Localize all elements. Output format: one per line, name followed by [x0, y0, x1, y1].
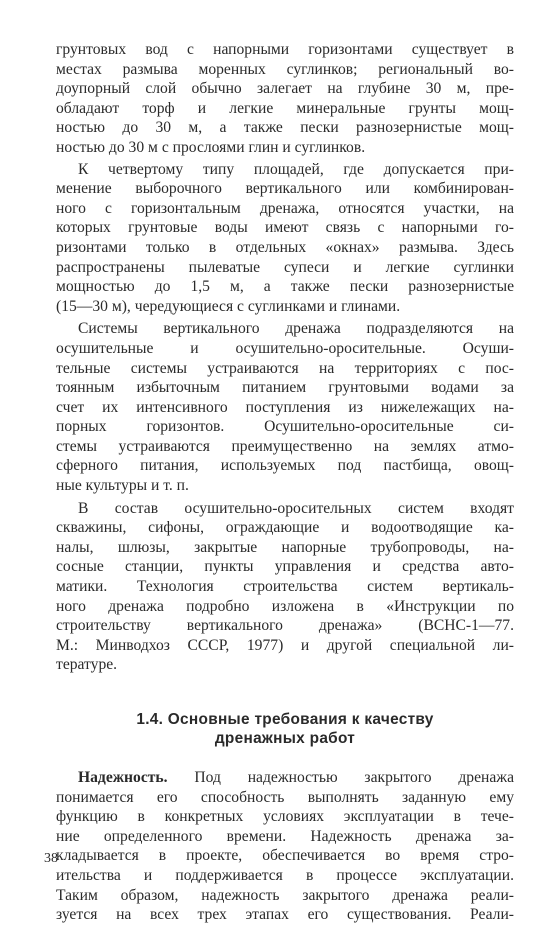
- paragraph-groundwater-continuation: [56, 40, 514, 158]
- text-line: М.: Минводхоз СССР, 1977) и другой специальной ли-: [56, 636, 514, 654]
- text-line: сосные станции, пункты управления и средства авто-: [56, 558, 514, 576]
- text-line: мощностью до 1,5 м, а также пески разнозернистые: [56, 278, 514, 296]
- text-line: ностью до 30 м с прослоями глин и суглинков.: [56, 138, 366, 156]
- text-line: ительства и поддерживается в процессе эксплуатации.: [56, 866, 514, 884]
- text-line: Системы вертикального дренажа подразделяются на: [78, 320, 514, 338]
- text-line: ризонтами только в отдельных «окнах» размыва. Здесь: [56, 238, 514, 256]
- text-line: кладывается в проекте, обеспечивается во время стро-: [56, 847, 514, 865]
- text-line: менение выборочного вертикального или комбинирован-: [56, 180, 514, 198]
- text-line: порных горизонтов. Осушительно-оросительные си-: [56, 418, 514, 436]
- text-line: ного с горизонтальным дренажа, относятся участки, на: [56, 199, 514, 217]
- text-line: ные культуры и т. п.: [56, 477, 189, 495]
- text-line: тературе.: [56, 656, 118, 674]
- text-line: тельные системы устраиваются на территориях с пос-: [56, 359, 514, 377]
- text-line: сферного питания, используемых под пастбища, овощ-: [56, 457, 514, 475]
- section-heading: [56, 710, 514, 748]
- paragraph-vertical-drainage-systems: [56, 319, 514, 495]
- paragraph-system-composition: [56, 499, 514, 675]
- section-heading-line: дренажных работ: [214, 730, 356, 747]
- paragraph-reliability: [56, 768, 514, 925]
- text-line: Таким образом, надежность закрытого дренажа реали-: [56, 886, 514, 904]
- paragraph-fourth-type: [56, 160, 514, 317]
- text-line: обладают торф и легкие минеральные грунты мощ-: [56, 99, 514, 117]
- text-column: [56, 40, 514, 925]
- text-line: понимается его способность выполнять заданную ему: [56, 788, 514, 806]
- text-line: налы, шлюзы, закрытые напорные трубопроводы, на-: [56, 538, 514, 556]
- text-line: (15—30 м), чередующиеся с суглинками и глинами.: [56, 297, 401, 315]
- text-line: К четвертому типу площадей, где допускается при-: [78, 160, 514, 178]
- page-number: 38: [44, 851, 58, 866]
- text-line: доупорный слой обычно залегает на глубине 30 м, пре-: [56, 80, 514, 98]
- section-heading-line: 1.4. Основные требования к качеству: [136, 711, 434, 728]
- text-line: местах размыва моренных суглинков; региональный во-: [56, 60, 514, 78]
- text-line: осушительные и осушительно-оросительные. Осуши-: [56, 339, 514, 357]
- text-line: ние определенного времени. Надежность дренажа за-: [56, 827, 514, 845]
- text-line: тоянным избыточным питанием грунтовыми водами за: [56, 379, 514, 397]
- text-line: функцию в конкретных условиях эксплуатации в тече-: [56, 808, 514, 826]
- text-line: распространены пылеватые супеси и легкие суглинки: [56, 258, 514, 276]
- text-line: строительству вертикального дренажа» (ВСНС-1—77.: [56, 617, 514, 635]
- text-line: матики. Технология строительства систем вертикаль-: [56, 578, 514, 596]
- text-line: ностью до 30 м, а также пески разнозернистые мощ-: [56, 119, 514, 137]
- text-line: ного дренажа подробно изложена в «Инструкции по: [56, 597, 514, 615]
- text-line: зуется на всех трех этапах его существования. Реали-: [56, 906, 514, 924]
- text-line: скважины, сифоны, ограждающие и водоотводящие ка-: [56, 519, 514, 537]
- text-line: которых грунтовые воды имеют связь с напорными го-: [56, 219, 514, 237]
- text-line: В состав осушительно-оросительных систем входят: [78, 499, 514, 517]
- text-run: Под надежностью закрытого дренажа: [167, 769, 514, 786]
- text-line: [56, 768, 514, 788]
- text-line: счет их интенсивного поступления из нижележащих на-: [56, 398, 514, 416]
- text-line: стемы устраиваются преимущественно на землях атмо-: [56, 437, 514, 455]
- reliability-run-in-heading: Надежность.: [78, 769, 168, 786]
- text-line: грунтовых вод с напорными горизонтами существует в: [56, 41, 514, 58]
